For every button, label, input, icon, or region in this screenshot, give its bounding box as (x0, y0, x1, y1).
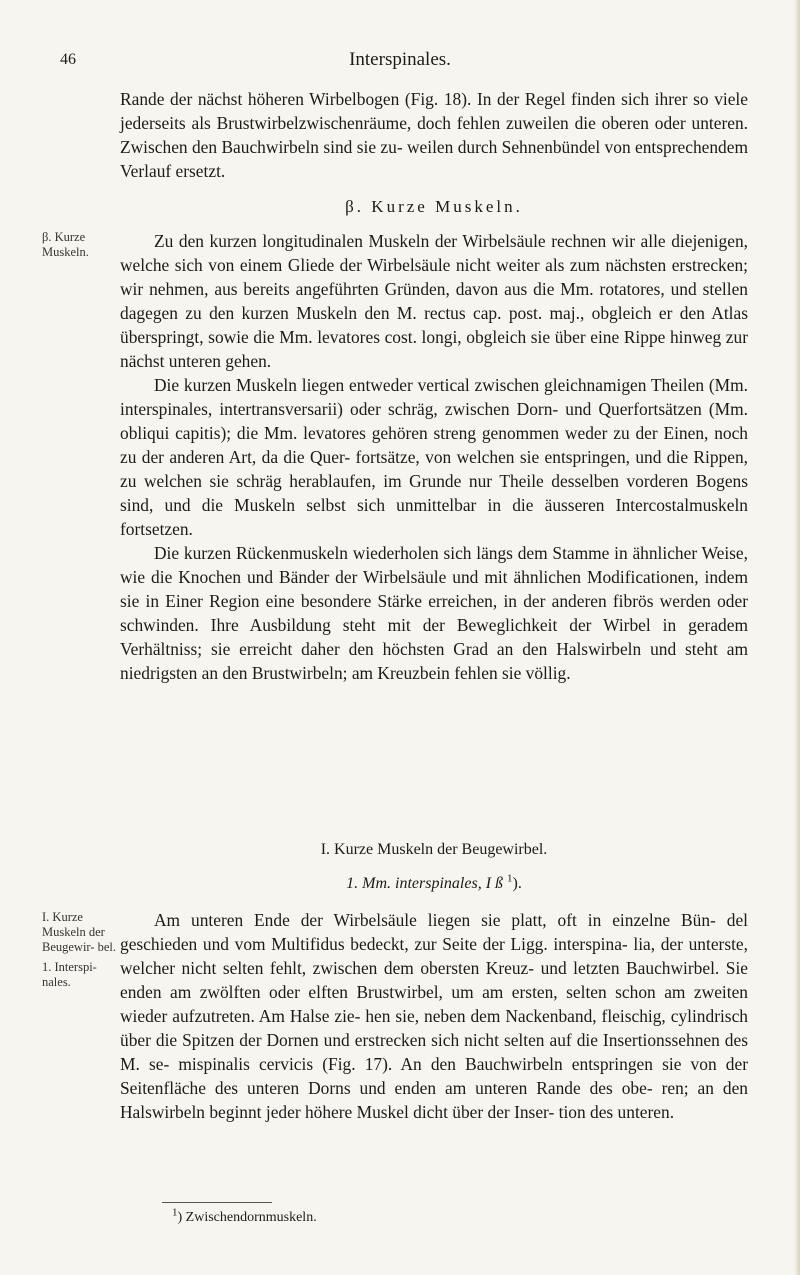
paragraph: Die kurzen Muskeln liegen entweder vertical zwischen gleichnamigen Theilen (Mm. interspinales, intertransversarii) oder schräg, zwischen Dorn- und Querfortsätzen (Mm. obliqui capitis); die Mm. levatores gehören streng genommen weder zu der Einen, noch zu der anderen Art, da die Quer- fortsätze, von welchen sie entspringen, und die Rippen, zu welchen sie schräg herablaufen, im Grunde nur Theile desselben vorderen Bogens sind, und die Muskeln selbst sich unmittelbar in die äusseren Intercostalmuskeln fortsetzen. (120, 375, 748, 539)
paragraph: Am unteren Ende der Wirbelsäule liegen sie platt, oft in einzelne Bün- del geschieden und vom Multifidus bedeckt, zur Seite der Ligg. interspina- lia, der unterste, welcher nicht selten fehlt, zwischen dem obersten Kreuz- und letzten Bauchwirbel. Sie enden am zwölften oder elften Brustwirbel, um am ersten, selten schon am zweiten wieder aufzutreten. Am Halse zie- hen sie, neben dem Nackenband, fleischig, cylindrisch über die Spitzen der Dornen und erstrecken sich nicht selten auf die Insertionssehnen des M. se- mispinalis cervicis (Fig. 17). An den Bauchwirbeln entspringen sie von der Seitenfläche des unteren Dorns und enden am unteren Rande des obe- ren; an den Halswirbeln beginnt jeder höhere Muskel dicht über der Inser- tion des unteren. (120, 910, 748, 1122)
subsection-end: ). (512, 875, 522, 892)
margin-note-beugewirbel: I. Kurze Muskeln der Beugewir- bel. (42, 910, 117, 954)
footnote (172, 1206, 317, 1226)
footnote-reference: 1 (507, 872, 513, 885)
page-header (60, 49, 740, 73)
margin-note-kurze-muskeln: β. Kurze Muskeln. (42, 230, 89, 259)
margin-note-interspinales: 1. Interspi- nales. (42, 960, 97, 989)
subsection-title: 1. Mm. interspinales, I (346, 875, 492, 892)
top-paragraph (120, 87, 748, 183)
section-heading-beta: β. Kurze Muskeln. (345, 197, 523, 216)
footnote-mark: 1 (172, 1206, 178, 1219)
section-one-body (120, 908, 748, 1124)
paragraph: Zu den kurzen longitudinalen Muskeln der Wirbelsäule rechnen wir alle diejenigen, welche sich von einem Gliede der Wirbelsäule nicht weiter als zum nächsten erstrecken; wir nehmen, aus bereits angeführten Gründen, davon aus die Mm. rotatores, und stellen dagegen zu den kurzen Muskeln den M. rectus cap. post. maj., obgleich er den Atlas überspringt, sowie die Mm. levatores cost. longi, obgleich sie über eine Rippe hinweg zur nächst unteren gehen. (120, 231, 748, 371)
subsection-symbol: ß (495, 875, 504, 892)
section-heading-one: I. Kurze Muskeln der Beugewirbel. (320, 841, 548, 858)
paragraph-continued: Rande der nächst höheren Wirbelbogen (Fig. 18). In der Regel finden sich ihrer so viele jederseits als Brustwirbelzwischenräume, doch fehlen zuweilen die oberen oder unteren. Zwischen den Bauchwirbeln sind sie zu- weilen durch Sehnenbündel von entsprechendem Verlauf ersetzt. (120, 89, 748, 181)
running-title: Interspinales. (349, 49, 451, 70)
page-edge-shadow (794, 0, 800, 1275)
footnote-rule (162, 1202, 272, 1203)
footnote-text: ) Zwischendornmuskeln. (177, 1210, 317, 1225)
subsection-heading (120, 872, 748, 896)
paragraph: Die kurzen Rückenmuskeln wiederholen sich längs dem Stamme in ähnlicher Weise, wie die Knochen und Bänder der Wirbelsäule und mit ähnlichen Modificationen, indem sie in Einer Region eine besondere Stärke erreichen, in der anderen fibrös werden oder schwinden. Ihre Ausbildung steht mit der Beweglichkeit der Wirbel in geradem Verhältniss; sie erreicht daher den höchsten Grad an den Halswirbeln und steht am niedrigsten an den Brustwirbeln; am Kreuzbein fehlen sie völlig. (120, 543, 748, 683)
page-number: 46 (60, 51, 76, 68)
section-beta-body (120, 229, 748, 685)
